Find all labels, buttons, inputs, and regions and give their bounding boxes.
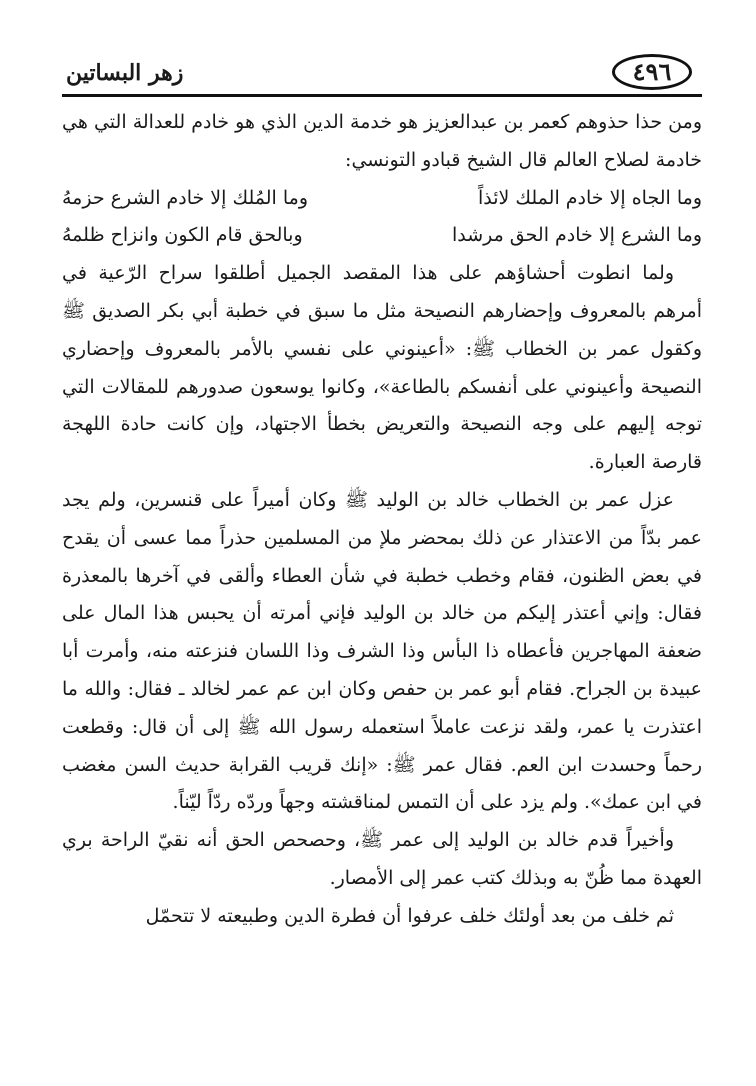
verse-2-hemistich-2: وبالحق قام الكون وانزاح ظلمهُ bbox=[62, 224, 303, 247]
verse-2-hemistich-1: وما الشرع إلا خادم الحق مرشدا bbox=[451, 224, 702, 247]
header-divider bbox=[62, 94, 702, 97]
paragraph-1: ومن حذا حذوهم كعمر بن عبدالعزيز هو خدمة الدين الذي هو خادم للعدالة التي هي خادمة لصلاح العالم قال الشيخ قبادو التونسي: bbox=[62, 111, 702, 171]
page-number-badge bbox=[606, 52, 702, 94]
verse-1-hemistich-2: وما المُلك إلا خادم الشرع حزمهُ bbox=[62, 186, 308, 209]
page-header bbox=[62, 52, 702, 96]
page-number: ٤٩٦ bbox=[632, 57, 672, 86]
paragraph-4: وأخيراً قدم خالد بن الوليد إلى عمر ﷺ، وحصحص الحق أنه نقيّ الراحة بري العهدة مما ظُنّ به وبذلك كتب عمر إلى الأمصار. bbox=[62, 829, 702, 889]
paragraph-3: عزل عمر بن الخطاب خالد بن الوليد ﷺ وكان أميراً على قنسرين، ولم يجد عمر بدّاً من الاعتذار عن ذلك بمحضر ملإ من المسلمين حذراً مما عسى أن يقدح في بعض الظنون، فقام وخطب خطبة في شأن العطاء وألقى في آخرها بالمعذرة فقال: وإني أعتذر إليكم من خالد بن الوليد فإني أمرته أن يحبس هذا المال على ضعفة المهاجرين فأعطاه ذا البأس وذا الشرف وذا اللسان فنزعته منه، وأمرت أبا عبيدة بن الجراح. فقام أبو عمر بن حفص وكان ابن عم عمر لخالد ـ فقال: والله ما اعتذرت يا عمر، ولقد نزعت عاملاً استعمله رسول الله ﷺ إلى أن قال: وقطعت رحماً وحسدت ابن العم. فقال عمر ﷺ: «إنك قريب القرابة حديث السن مغضب في ابن عمك». ولم يزد على أن التمس لمناقشته وجهاً وردّه ردّاً ليّناً. bbox=[62, 488, 702, 814]
running-title: زهر البساتين bbox=[66, 60, 184, 86]
poem-verse-1 bbox=[62, 180, 702, 218]
paragraph-2: ولما انطوت أحشاؤهم على هذا المقصد الجميل أطلقوا سراح الرّعية في أمرهم بالمعروف وإحضارهم النصيحة مثل ما سبق في خطبة أبي بكر الصديق ﷺ وكقول عمر بن الخطاب ﷺ: «أعينوني على نفسي بالأمر بالمعروف وإحضاري النصيحة وأعينوني على أنفسكم بالطاعة»، وكانوا يوسعون صدورهم للمقالات التي توجه إليهم على وجه النصيحة والتعريض بخطأ الاجتهاد، وإن كانت حادة اللهجة قارصة العبارة. bbox=[62, 262, 702, 474]
paragraph-5: ثم خلف من بعد أولئك خلف عرفوا أن فطرة الدين وطبيعته لا تتحمّل bbox=[145, 904, 674, 927]
poem-verse-2 bbox=[62, 217, 702, 255]
verse-1-hemistich-1: وما الجاه إلا خادم الملك لائذاً bbox=[477, 186, 702, 209]
page-body bbox=[62, 104, 702, 936]
